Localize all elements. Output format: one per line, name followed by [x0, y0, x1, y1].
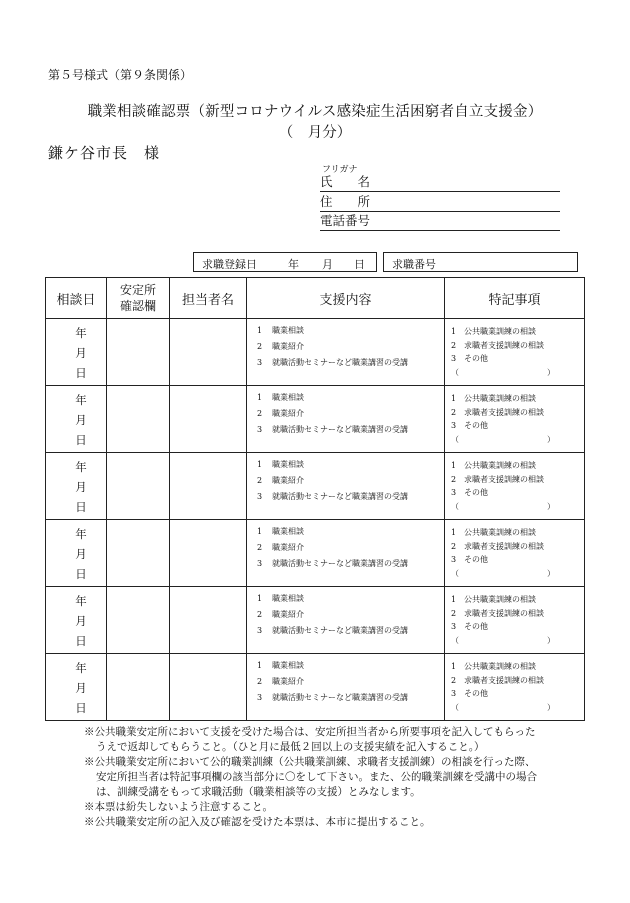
office-confirmation-cell[interactable] [107, 520, 170, 587]
consultation-date-cell[interactable] [46, 319, 107, 386]
support-option[interactable] [257, 593, 444, 609]
support-option-number: 2 [257, 610, 263, 619]
note-option-number: 2 [451, 407, 457, 417]
date-day-unit: 日 [75, 701, 87, 715]
note-option-label: 公共職業訓練の相談 [464, 595, 536, 604]
support-option-label: 職業相談 [272, 326, 304, 335]
header-office-confirmation [107, 278, 170, 319]
header-confirm-line2: 確認欄 [119, 299, 156, 313]
support-option-number: 2 [257, 342, 263, 351]
other-detail-field[interactable] [451, 568, 584, 582]
support-option-label: 職業相談 [272, 594, 304, 603]
support-option[interactable] [257, 660, 444, 676]
support-option-number: 3 [257, 559, 263, 568]
support-option-number: 1 [257, 527, 263, 536]
footer-note-line: ※本票は紛失しないよう注意すること。 [84, 801, 273, 813]
support-option[interactable] [257, 526, 444, 542]
paren-open: （ [451, 434, 459, 444]
table-row [46, 654, 585, 721]
furigana-label: フリガナ [322, 165, 358, 175]
support-option-label: 職業紹介 [272, 610, 304, 619]
support-option[interactable] [257, 491, 444, 507]
support-option[interactable] [257, 459, 444, 475]
job-number-label: 求職番号 [392, 258, 436, 271]
support-option-number: 2 [257, 677, 263, 686]
date-month-unit: 月 [75, 413, 87, 427]
note-option[interactable] [451, 594, 584, 608]
note-option-label: その他 [464, 354, 488, 363]
special-notes-cell[interactable] [445, 520, 585, 587]
footer-notes [84, 725, 604, 830]
date-month-unit: 月 [75, 480, 87, 494]
support-option[interactable] [257, 325, 444, 341]
table-row [46, 453, 585, 520]
special-notes-cell[interactable] [445, 654, 585, 721]
support-option-number: 3 [257, 626, 263, 635]
support-option[interactable] [257, 357, 444, 373]
office-confirmation-cell[interactable] [107, 587, 170, 654]
note-option-label: その他 [464, 488, 488, 497]
support-option[interactable] [257, 692, 444, 708]
support-option-number: 1 [257, 661, 263, 670]
note-option[interactable] [451, 527, 584, 541]
registration-year-unit: 年 [288, 258, 299, 271]
support-option-label: 職業相談 [272, 460, 304, 469]
paren-open: （ [451, 702, 459, 712]
paren-close: ） [547, 434, 555, 444]
other-detail-field[interactable] [451, 434, 584, 448]
support-option[interactable] [257, 558, 444, 574]
staff-name-cell[interactable] [170, 319, 247, 386]
other-detail-field[interactable] [451, 702, 584, 716]
staff-name-cell[interactable] [170, 520, 247, 587]
support-option-number: 1 [257, 594, 263, 603]
note-option-label: その他 [464, 555, 488, 564]
note-option-label: 求職者支援訓練の相談 [464, 541, 544, 551]
footer-note-line: ※公共職業安定所において支援を受けた場合は、安定所担当者から所要事項を記入してもらった [84, 726, 536, 738]
paren-open: （ [451, 568, 459, 578]
special-notes-cell[interactable] [445, 319, 585, 386]
note-option-number: 2 [451, 675, 457, 685]
paren-close: ） [547, 501, 555, 511]
support-option-label: 職業紹介 [272, 342, 304, 351]
footer-note-line: ※公共職業安定所の記入及び確認を受けた本票は、本市に提出すること。 [84, 816, 431, 828]
support-option-number: 3 [257, 693, 263, 702]
note-option-label: 求職者支援訓練の相談 [464, 608, 544, 618]
support-option-label: 就職活動セミナーなど職業講習の受講 [272, 559, 408, 568]
note-option-number: 1 [451, 662, 457, 671]
footer-note-line: うえで返却してもらうこと。（ひと月に最低２回以上の支援実績を記入すること。） [96, 741, 485, 753]
header-staff-name: 担当者名 [170, 278, 247, 319]
note-option-number: 3 [451, 622, 457, 631]
note-option-label: 求職者支援訓練の相談 [464, 474, 544, 484]
support-option-label: 職業相談 [272, 393, 304, 402]
support-option[interactable] [257, 475, 444, 491]
date-month-unit: 月 [75, 614, 87, 628]
name-label: 氏 名 [320, 174, 371, 189]
footer-note-line: は、訓練受講をもって求職活動（職業相談等の支援）とみなします。 [96, 786, 421, 798]
date-day-unit: 日 [75, 567, 87, 581]
header-support-content: 支援内容 [247, 278, 445, 319]
support-option-number: 1 [257, 460, 263, 469]
support-content-cell[interactable] [247, 319, 445, 386]
header-confirm-line1: 安定所 [119, 283, 156, 297]
support-option-number: 1 [257, 393, 263, 402]
paren-open: （ [451, 501, 459, 511]
support-option[interactable] [257, 676, 444, 692]
date-day-unit: 日 [75, 634, 87, 648]
address-label: 住 所 [320, 194, 371, 209]
registration-day-unit: 日 [354, 258, 365, 271]
support-option-number: 2 [257, 409, 263, 418]
consultation-date-cell[interactable] [46, 386, 107, 453]
table-header-row [46, 278, 585, 319]
date-year-unit: 年 [75, 326, 87, 340]
note-option[interactable] [451, 554, 584, 568]
address-field[interactable] [320, 193, 560, 212]
note-option-number: 3 [451, 555, 457, 564]
paren-close: ） [547, 702, 555, 712]
table-row [46, 520, 585, 587]
note-option-label: その他 [464, 689, 488, 698]
support-option-label: 職業紹介 [272, 476, 304, 485]
date-day-unit: 日 [75, 366, 87, 380]
note-option-number: 2 [451, 608, 457, 618]
support-content-cell[interactable] [247, 587, 445, 654]
date-year-unit: 年 [75, 527, 87, 541]
note-option-label: 公共職業訓練の相談 [464, 662, 536, 671]
office-confirmation-cell[interactable] [107, 453, 170, 520]
support-content-cell[interactable] [247, 520, 445, 587]
date-month-unit: 月 [75, 547, 87, 561]
note-option[interactable] [451, 326, 584, 340]
support-option-number: 2 [257, 543, 263, 552]
support-option-label: 就職活動セミナーなど職業講習の受講 [272, 425, 408, 434]
note-option-number: 1 [451, 461, 457, 470]
consultation-date-cell[interactable] [46, 587, 107, 654]
form-title: 職業相談確認票（新型コロナウイルス感染症生活困窮者自立支援金） [87, 104, 543, 120]
name-field[interactable] [320, 173, 560, 192]
note-option-label: 公共職業訓練の相談 [464, 528, 536, 537]
support-option-number: 1 [257, 326, 263, 335]
form-number: 第５号様式（第９条関係） [48, 68, 193, 82]
support-option-number: 2 [257, 476, 263, 485]
date-day-unit: 日 [75, 433, 87, 447]
support-option-number: 3 [257, 492, 263, 501]
phone-field[interactable] [320, 212, 560, 231]
support-content-cell[interactable] [247, 654, 445, 721]
date-day-unit: 日 [75, 500, 87, 514]
note-option-number: 1 [451, 595, 457, 604]
other-detail-field[interactable] [451, 367, 584, 381]
note-option-label: 公共職業訓練の相談 [464, 327, 536, 336]
other-detail-field[interactable] [451, 501, 584, 515]
note-option-label: その他 [464, 622, 488, 631]
note-option-number: 2 [451, 340, 457, 350]
support-option-number: 3 [257, 358, 263, 367]
support-option[interactable] [257, 341, 444, 357]
office-confirmation-cell[interactable] [107, 654, 170, 721]
registration-date-label: 求職登録日 [202, 258, 257, 271]
note-option-label: 公共職業訓練の相談 [464, 461, 536, 470]
other-detail-field[interactable] [451, 635, 584, 649]
note-option-label: その他 [464, 421, 488, 430]
support-option[interactable] [257, 625, 444, 641]
note-option-number: 1 [451, 327, 457, 336]
header-consultation-date: 相談日 [46, 278, 107, 319]
support-option[interactable] [257, 424, 444, 440]
phone-label: 電話番号 [320, 213, 371, 228]
note-option[interactable] [451, 353, 584, 367]
date-year-unit: 年 [75, 460, 87, 474]
support-option-label: 就職活動セミナーなど職業講習の受講 [272, 492, 408, 501]
paren-open: （ [451, 367, 459, 377]
note-option[interactable] [451, 393, 584, 407]
special-notes-cell[interactable] [445, 587, 585, 654]
date-month-unit: 月 [75, 346, 87, 360]
consultation-date-cell[interactable] [46, 453, 107, 520]
support-option[interactable] [257, 392, 444, 408]
footer-note-line: ※公共職業安定所において公的職業訓練（公共職業訓練、求職者支援訓練）の相談を行った際、 [84, 756, 536, 768]
support-option-number: 3 [257, 425, 263, 434]
note-option-label: 求職者支援訓練の相談 [464, 675, 544, 685]
paren-close: ） [547, 635, 555, 645]
note-option[interactable] [451, 608, 584, 622]
note-option[interactable] [451, 340, 584, 354]
support-option[interactable] [257, 408, 444, 424]
header-special-notes: 特記事項 [445, 278, 585, 319]
date-year-unit: 年 [75, 594, 87, 608]
office-confirmation-cell[interactable] [107, 386, 170, 453]
note-option[interactable] [451, 675, 584, 689]
paren-open: （ [451, 635, 459, 645]
registration-month-unit: 月 [322, 258, 333, 271]
note-option[interactable] [451, 420, 584, 434]
note-option[interactable] [451, 541, 584, 555]
note-option-number: 2 [451, 474, 457, 484]
support-option-label: 職業相談 [272, 661, 304, 670]
staff-name-cell[interactable] [170, 654, 247, 721]
support-option[interactable] [257, 542, 444, 558]
special-notes-cell[interactable] [445, 386, 585, 453]
table-row [46, 386, 585, 453]
staff-name-cell[interactable] [170, 453, 247, 520]
paren-close: ） [547, 568, 555, 578]
consultation-table [45, 277, 585, 721]
month-line: （ 月分） [278, 125, 352, 141]
note-option-number: 1 [451, 528, 457, 537]
note-option-number: 1 [451, 394, 457, 403]
registration-date-box[interactable] [193, 252, 377, 272]
staff-name-cell[interactable] [170, 386, 247, 453]
note-option[interactable] [451, 460, 584, 474]
support-option-label: 職業紹介 [272, 409, 304, 418]
special-notes-cell[interactable] [445, 453, 585, 520]
date-year-unit: 年 [75, 661, 87, 675]
support-option-label: 職業紹介 [272, 677, 304, 686]
paren-close: ） [547, 367, 555, 377]
table-row [46, 319, 585, 386]
footer-note-line: 安定所担当者は特記事項欄の該当部分に〇をして下さい。また、公的職業訓練を受講中の場合 [96, 771, 537, 783]
note-option[interactable] [451, 474, 584, 488]
support-option[interactable] [257, 609, 444, 625]
support-content-cell[interactable] [247, 386, 445, 453]
office-confirmation-cell[interactable] [107, 319, 170, 386]
note-option[interactable] [451, 621, 584, 635]
support-option-label: 職業相談 [272, 527, 304, 536]
consultation-date-cell[interactable] [46, 520, 107, 587]
date-year-unit: 年 [75, 393, 87, 407]
support-option-label: 就職活動セミナーなど職業講習の受講 [272, 358, 408, 367]
note-option-number: 2 [451, 541, 457, 551]
note-option-number: 3 [451, 488, 457, 497]
consultation-date-cell[interactable] [46, 654, 107, 721]
date-month-unit: 月 [75, 681, 87, 695]
support-option-label: 就職活動セミナーなど職業講習の受講 [272, 693, 408, 702]
note-option-label: 公共職業訓練の相談 [464, 394, 536, 403]
recipient: 鎌ケ谷市長 様 [48, 144, 161, 162]
note-option[interactable] [451, 661, 584, 675]
support-content-cell[interactable] [247, 453, 445, 520]
note-option[interactable] [451, 688, 584, 702]
note-option-label: 求職者支援訓練の相談 [464, 407, 544, 417]
staff-name-cell[interactable] [170, 587, 247, 654]
note-option[interactable] [451, 407, 584, 421]
note-option-number: 3 [451, 689, 457, 698]
note-option-label: 求職者支援訓練の相談 [464, 340, 544, 350]
support-option-label: 就職活動セミナーなど職業講習の受講 [272, 626, 408, 635]
note-option[interactable] [451, 487, 584, 501]
job-number-box[interactable] [383, 252, 578, 272]
support-option-label: 職業紹介 [272, 543, 304, 552]
note-option-number: 3 [451, 354, 457, 363]
table-row [46, 587, 585, 654]
note-option-number: 3 [451, 421, 457, 430]
